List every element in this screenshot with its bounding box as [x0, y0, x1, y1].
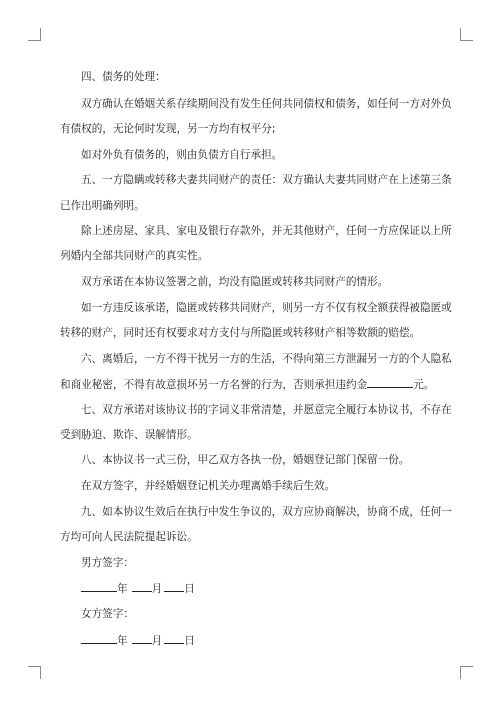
husband-signature-label: 男方签字： [81, 557, 134, 569]
year-unit: 年 [117, 583, 128, 595]
section-heading-copies: 八、本协议书一式三份，甲乙双方各执一份，婚姻登记部门保留一份。 [81, 454, 410, 466]
paragraph-line: 如一方违反该承诺，隐匿或转移共同财产，则另一方不仅有权全额获得被隐匿或 [81, 302, 452, 314]
month-blank [132, 633, 152, 644]
year-blank [81, 633, 117, 644]
paragraph-line: 受到胁迫、欺诈、误解情形。 [60, 429, 198, 441]
paragraph-line: 如对外负有债务的，则由负债方自行承担。 [81, 149, 283, 161]
paragraph-line: 在双方签字，并经婚姻登记机关办理离婚手续后生效。 [81, 480, 336, 492]
currency-unit: 元。 [413, 379, 435, 391]
section-heading-disputes: 九、如本协议生效后在执行中发生争议的，双方应协商解决，协商不成，任何一 [81, 506, 452, 518]
paragraph-line: 转移的财产，同时还有权要求对方支付与所隐匿或转移财产相等数额的赔偿。 [60, 327, 421, 339]
penalty-amount-blank [367, 377, 413, 388]
wife-signature-date [81, 633, 471, 648]
month-unit: 月 [151, 635, 163, 647]
paragraph-line: 双方承诺在本协议签署之前，均没有隐匿或转移共同财产的情形。 [81, 276, 389, 288]
year-blank [81, 581, 117, 592]
section-heading-debts: 四、债务的处理： [81, 71, 166, 83]
penalty-line [60, 377, 450, 392]
section-heading-concealment: 五、一方隐瞒或转移夫妻共同财产的责任：双方确认夫妻共同财产在上述第三条 [81, 174, 452, 186]
paragraph-line: 除上述房屋、家具、家电及银行存款外，并无其他财产，任何一方应保证以上所 [81, 225, 452, 237]
paragraph-text: 和商业秘密，不得有故意损坏另一方名誉的行为，否则承担违约金 [60, 379, 368, 391]
day-blank [164, 633, 184, 644]
day-unit: 日 [184, 635, 195, 647]
month-blank [132, 581, 152, 592]
year-unit: 年 [117, 635, 128, 647]
paragraph-line: 双方确认在婚姻关系存续期间没有发生任何共同债权和债务，如任何一方对外负 [81, 98, 452, 110]
day-blank [164, 581, 184, 592]
husband-signature-date [81, 581, 471, 596]
paragraph-line: 已作出明确列明。 [60, 200, 145, 212]
paragraph-line: 方均可向人民法院提起诉讼。 [60, 531, 198, 543]
month-unit: 月 [151, 583, 163, 595]
section-heading-commitment: 七、双方承诺对该协议书的字词义非常清楚，并愿意完全履行本协议书，不存在 [81, 404, 452, 416]
section-heading-post-divorce: 六、离婚后，一方不得干扰另一方的生活，不得向第三方泄漏另一方的个人隐私 [81, 353, 452, 365]
paragraph-line: 列婚内全部共同财产的真实性。 [60, 250, 209, 262]
paragraph-line: 有债权的，无论何时发现，另一方均有权平分; [60, 123, 276, 135]
day-unit: 日 [184, 583, 195, 595]
wife-signature-label: 女方签字： [81, 608, 134, 620]
